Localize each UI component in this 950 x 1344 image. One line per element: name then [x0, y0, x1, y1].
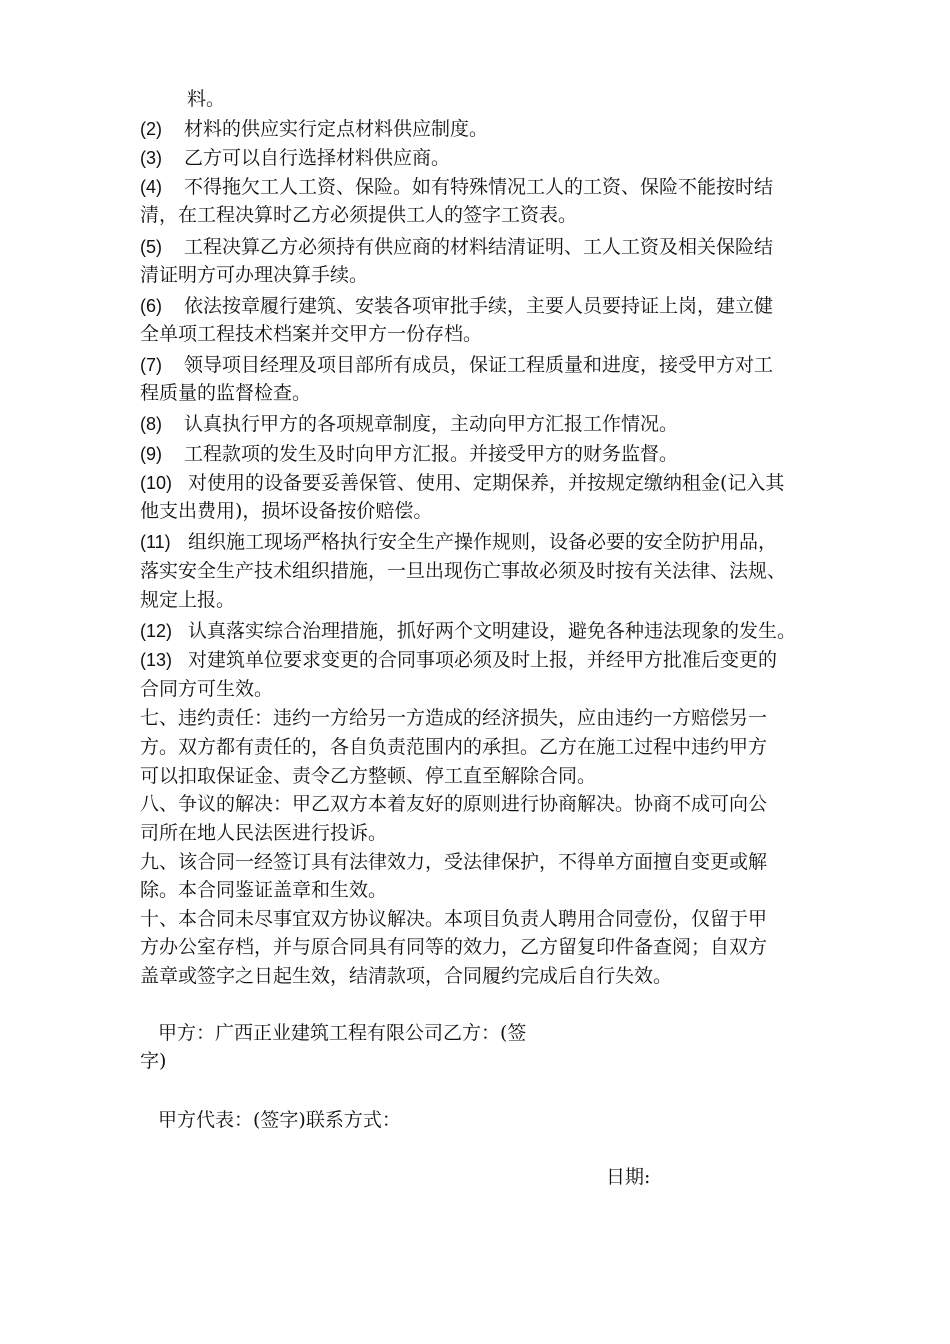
representative-line: 甲方代表：(签字)联系方式： [158, 1109, 401, 1131]
item-number: (3) [140, 148, 162, 168]
clause-item-11-cont: 落实安全生产技术组织措施，一旦出现伤亡事故必须及时按有关法律、法规、 [140, 560, 787, 582]
item-text: 对建筑单位要求变更的合同事项必须及时上报，并经甲方批准后变更的 [188, 649, 778, 671]
item-text: 组织施工现场严格执行安全生产操作规则，设备必要的安全防护用品， [188, 531, 778, 553]
item-text: 认真落实综合治理措施，抓好两个文明建设，避免各种违法现象的发生。 [188, 620, 797, 642]
section-7-line-1: 七、违约责任：违约一方给另一方造成的经济损失，应由违约一方赔偿另一 [140, 707, 768, 729]
item-number: (10) [140, 473, 173, 493]
item-text: 领导项目经理及项目部所有成员，保证工程质量和进度，接受甲方对工 [184, 354, 774, 376]
item-text: 工程决算乙方必须持有供应商的材料结清证明、工人工资及相关保险结 [184, 236, 774, 258]
clause-item-10-cont: 他支出费用)，损坏设备按价赔偿。 [140, 500, 433, 522]
section-9-line-1: 九、该合同一经签订具有法律效力，受法律保护，不得单方面擅自变更或解 [140, 851, 768, 873]
item-number: (5) [140, 237, 162, 257]
item-text: 依法按章履行建筑、安装各项审批手续，主要人员要持证上岗，建立健 [184, 295, 774, 317]
item-1-continuation: 料。 [187, 88, 226, 110]
item-text: 材料的供应实行定点材料供应制度。 [184, 118, 489, 140]
item-text: 不得拖欠工人工资、保险。如有特殊情况工人的工资、保险不能按时结 [184, 176, 774, 198]
item-number: (11) [140, 532, 171, 552]
clause-item-10 [140, 469, 784, 497]
item-number: (9) [140, 444, 162, 464]
section-7-line-3: 可以扣取保证金、责令乙方整顿、停工直至解除合同。 [140, 765, 597, 787]
item-text: 工程款项的发生及时向甲方汇报。并接受甲方的财务监督。 [184, 443, 679, 465]
clause-item-13-cont: 合同方可生效。 [140, 678, 274, 700]
item-number: (7) [140, 355, 162, 375]
clause-item-11 [140, 528, 777, 556]
clause-item-13 [140, 646, 777, 674]
clause-item-7 [140, 351, 773, 379]
item-number: (8) [140, 414, 162, 434]
clause-item-12 [140, 617, 796, 645]
clause-item-6 [140, 292, 773, 320]
section-10-line-2: 方办公室存档，并与原合同具有同等的效力，乙方留复印件备查阅；自双方 [140, 936, 768, 958]
clause-item-4 [140, 173, 773, 201]
item-text: 乙方可以自行选择材料供应商。 [184, 147, 451, 169]
clause-item-5 [140, 233, 773, 261]
item-text: 认真执行甲方的各项规章制度，主动向甲方汇报工作情况。 [184, 413, 679, 435]
clause-item-3 [140, 144, 450, 172]
clause-item-9 [140, 440, 678, 468]
item-number: (6) [140, 296, 162, 316]
item-text: 对使用的设备要妥善保管、使用、定期保养，并按规定缴纳租金(记入其 [188, 472, 785, 494]
section-8-line-2: 司所在地人民法医进行投诉。 [140, 822, 388, 844]
item-number: (12) [140, 621, 173, 641]
section-7-line-2: 方。双方都有责任的，各自负责范围内的承担。乙方在施工过程中违约甲方 [140, 736, 768, 758]
clause-item-2 [140, 115, 488, 143]
party-a-signature-cont: 字) [140, 1050, 167, 1072]
section-9-line-2: 除。本合同鉴证盖章和生效。 [140, 879, 388, 901]
item-number: (4) [140, 177, 162, 197]
clause-item-5-cont: 清证明方可办理决算手续。 [140, 264, 369, 286]
party-a-signature-line: 甲方：广西正业建筑工程有限公司乙方：(签 [158, 1022, 527, 1044]
section-10-line-3: 盖章或签字之日起生效，结清款项，合同履约完成后自行失效。 [140, 965, 673, 987]
clause-item-7-cont: 程质量的监督检查。 [140, 382, 312, 404]
section-10-line-1: 十、本合同未尽事宜双方协议解决。本项目负责人聘用合同壹份，仅留于甲 [140, 908, 768, 930]
item-number: (13) [140, 650, 173, 670]
clause-item-8 [140, 410, 678, 438]
section-8-line-1: 八、争议的解决：甲乙双方本着友好的原则进行协商解决。协商不成可向公 [140, 793, 768, 815]
clause-item-4-cont: 清，在工程决算时乙方必须提供工人的签字工资表。 [140, 204, 578, 226]
clause-item-11-cont2: 规定上报。 [140, 589, 236, 611]
clause-item-6-cont: 全单项工程技术档案并交甲方一份存档。 [140, 323, 483, 345]
item-number: (2) [140, 119, 162, 139]
date-label: 日期: [606, 1166, 651, 1188]
